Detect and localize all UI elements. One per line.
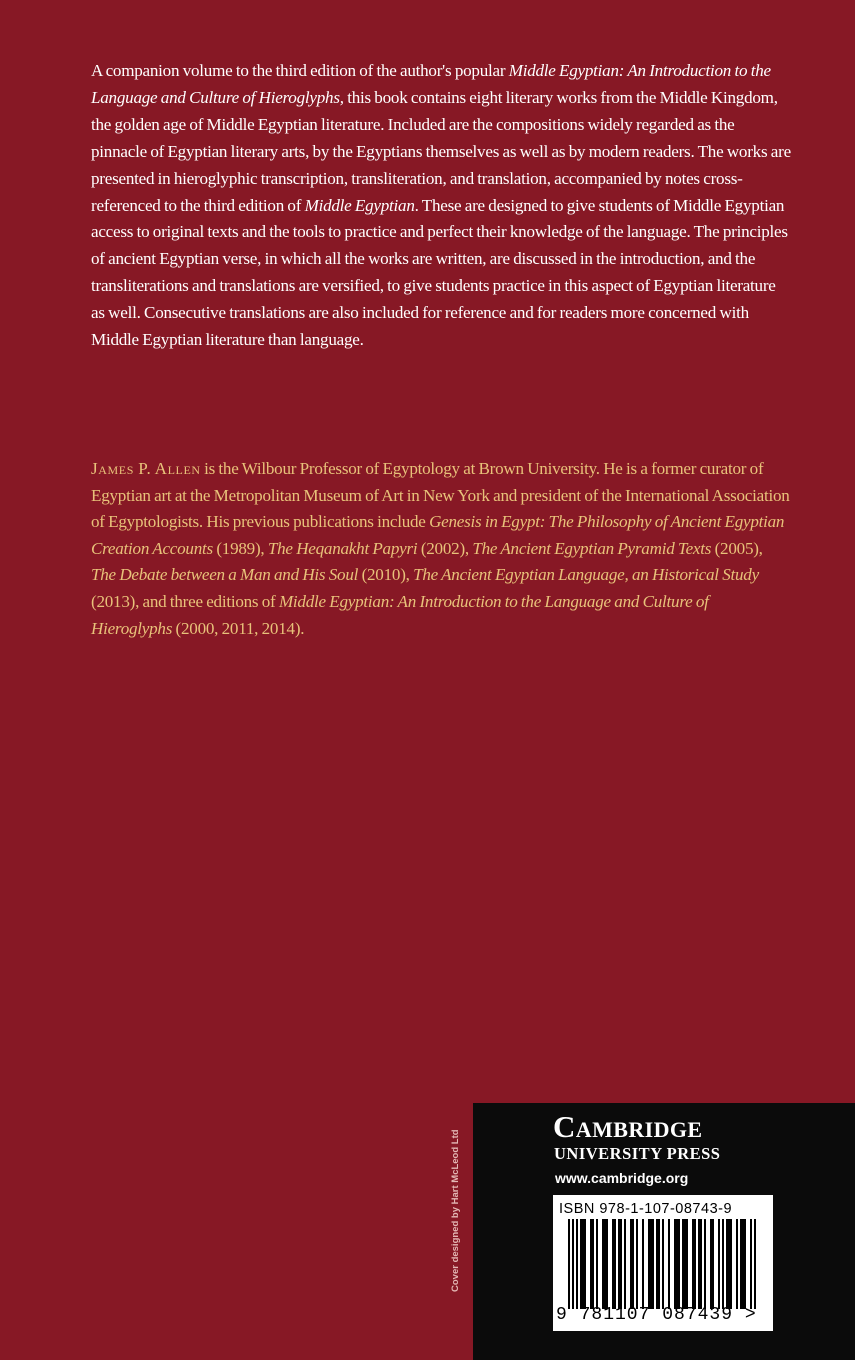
blurb-text-1: A companion volume to the third edition of the author's popular [91,61,509,80]
book-title-heqanakht: The Heqanakht Papyri [267,538,418,558]
barcode-bar [572,1219,574,1309]
barcode-bar [710,1219,714,1309]
barcode-bar [682,1219,688,1309]
bio-year-5: (2013), and three editions of [91,591,279,611]
book-title-genesis: Genesis in Egypt: The Philosophy of Ancient Egyptian Creation Accounts [91,512,785,558]
barcode-bar [754,1219,756,1309]
barcode-bar [642,1219,644,1309]
book-title-middle-egyptian: Middle Egyptian: An Introduction to the Language and Culture of Hieroglyphs [91,591,709,638]
author-bio [91,456,791,642]
book-blurb [91,58,791,354]
book-title-debate: The Debate between a Man and His Soul [91,565,359,585]
cover-credit [446,1100,468,1300]
barcode [553,1195,773,1331]
barcode-bar [718,1219,720,1309]
isbn-number: ISBN 978-1-107-08743-9 [559,1201,733,1217]
barcode-bar [662,1219,664,1309]
barcode-bar [726,1219,732,1309]
book-title-language: The Ancient Egyptian Language, an Historical Study [413,565,759,585]
barcode-bar [750,1219,752,1309]
author-name: James P. Allen [91,459,201,478]
cover-credit-text: Cover designed by Hart McLeod Ltd [450,1129,461,1292]
barcode-bar [602,1219,608,1309]
barcode-bar [698,1219,702,1309]
bio-year-2: (2002), [417,538,473,558]
barcode-bar [668,1219,670,1309]
barcode-bar [612,1219,616,1309]
barcode-bar [630,1219,634,1309]
barcode-bar [674,1219,680,1309]
publisher-name: Cambridge [553,1109,703,1144]
barcode-bar [740,1219,746,1309]
barcode-bars [568,1219,758,1309]
barcode-bar [618,1219,622,1309]
bio-text-1: is the Wilbour Professor of Egyptology at Brown University. He is a former curator of Egyptian art at the Metropolitan Museum of Art in New York and president of the International Association of Egyptologists. His previous publications include [91,459,790,532]
blurb-title-short: Middle Egyptian [304,195,415,215]
bio-year-3: (2005), [711,538,763,558]
barcode-bar [568,1219,570,1309]
barcode-bar [692,1219,696,1309]
barcode-bar [580,1219,586,1309]
book-title-pyramid-texts: The Ancient Egyptian Pyramid Texts [472,538,712,558]
blurb-text-2: this book contains eight literary works from the Middle Kingdom, the golden age of Middle Egyptian literature. Included are the compositions widely regarded as the pinnacle of Egyptian literary arts, by the Egyptians themselves as well as by modern readers. The works are presented in hieroglyphic transcription, transliteration, and translation, accompanied by notes cross-referenced to the third edition of [91,87,791,215]
barcode-bar [624,1219,626,1309]
barcode-bar [636,1219,638,1309]
publisher-panel [473,1103,855,1360]
bio-year-6: (2000, 2011, 2014). [172,618,305,638]
barcode-bar [656,1219,660,1309]
barcode-bar [576,1219,578,1309]
barcode-bar [704,1219,706,1309]
barcode-bar [722,1219,724,1309]
publisher-url: www.cambridge.org [555,1170,689,1186]
publisher-subtitle: UNIVERSITY PRESS [554,1144,721,1163]
bio-year-4: (2010), [358,565,414,585]
blurb-text-3: . These are designed to give students of Middle Egyptian access to original texts and the tools to practice and perfect their knowledge of the language. The principles of ancient Egyptian verse, in which all the works are written, are discussed in the introduction, and the transliterations and translations are versified, to give students practice in this aspect of Egyptian literature as well. Consecutive translations are also included for reference and for readers more concerned with Middle Egyptian literature than language. [91,195,788,350]
barcode-bar [648,1219,654,1309]
barcode-bar [590,1219,594,1309]
barcode-digits: 9 781107 087439 > [556,1305,757,1325]
barcode-bar [596,1219,598,1309]
blurb-title-middle-egyptian: Middle Egyptian: An Introduction to the Language and Culture of Hieroglyphs, [91,61,771,107]
barcode-bar [736,1219,738,1309]
bio-year-1: (1989), [212,538,268,558]
